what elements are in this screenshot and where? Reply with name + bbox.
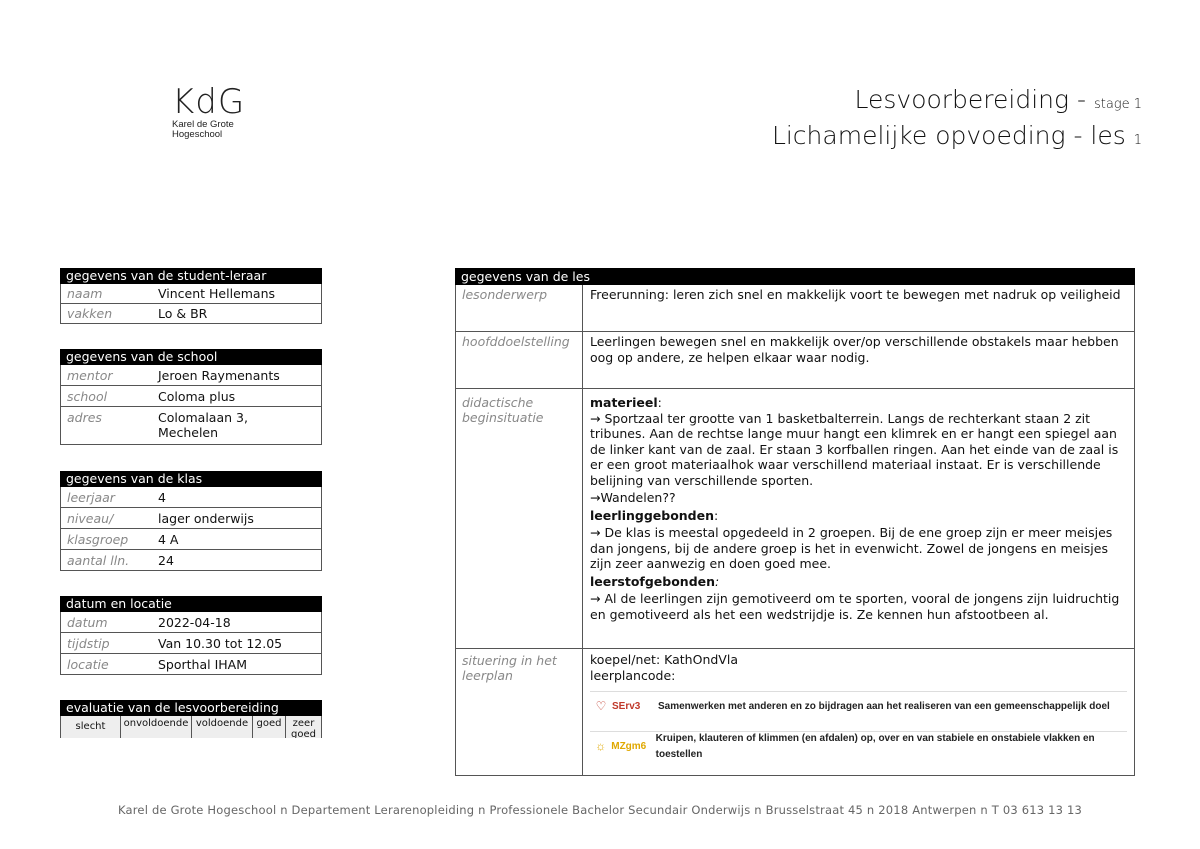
title-line-2 [772, 120, 1142, 156]
title-les-number: 1 [1133, 133, 1142, 148]
heart-icon: ♡ [595, 698, 607, 713]
leerling-colon: : [714, 507, 719, 523]
leerplancode-text: leerplancode: [590, 667, 676, 683]
row-label: leerjaar [67, 490, 115, 505]
school-header: gegevens van de school [60, 349, 322, 365]
materieel-colon: : [657, 395, 662, 410]
datum-table [60, 596, 322, 675]
eval-cell-zeer-goed[interactable]: zeer goed [286, 716, 322, 738]
row-value: Colomalaan 3, Mechelen [158, 410, 248, 440]
leerling-text: → De klas is meestal opgedeeld in 2 groepen. Bij de ene groep zijn er meer meisjes dan jongens, bij de andere groep is het in evenwicht. Zowel de jongens en meisjes zijn zeer aanwezig en doen goed mee. [590, 525, 1113, 571]
didactisch-row [455, 389, 1135, 649]
eval-cell-voldoende[interactable]: voldoende [192, 716, 253, 738]
evaluatie-cells [60, 716, 322, 738]
row-value: Van 10.30 tot 12.05 [158, 636, 283, 651]
goal-list [590, 691, 1127, 761]
klas-table [60, 471, 322, 571]
row-label: tijdstip [67, 636, 110, 651]
situering-label: situering in het leerplan [456, 649, 583, 775]
sun-figure-icon: ☼ [595, 738, 607, 753]
goal-item [590, 691, 1127, 721]
lesonderwerp-row [455, 285, 1135, 332]
row-label: locatie [67, 657, 109, 672]
table-row [60, 529, 322, 550]
title-main-1: Lesvoorbereiding - [854, 85, 1094, 114]
materieel-text: → Sportzaal ter grootte van 1 basketbalterrein. Langs de rechterkant staan 2 zit tribunes. Aan de rechtse lange muur hangt een klimrek en er hangt een spiegel aan de linker kant van de zaal. Er staan 3 korfballen ringen. Aan het einde van de zaal is er een groot materiaalhok waar verschillend materiaal instaat. Er is verschillende belijning van verschillende sporten. [590, 410, 1119, 488]
table-row [60, 487, 322, 508]
logo-mark: KdG [172, 82, 246, 122]
row-label: datum [67, 615, 108, 630]
klas-header: gegevens van de klas [60, 471, 322, 487]
student-header: gegevens van de student-leraar [60, 268, 322, 284]
goal-text: Samenwerken met anderen en zo bijdragen aan het realiseren van een gemeenschappelijk doel [658, 700, 1110, 712]
lesonderwerp-value: Freerunning: leren zich snel en makkelijk voort te bewegen met nadruk op veiligheid [590, 287, 1121, 302]
situering-value [583, 649, 1134, 775]
didactisch-value [583, 389, 1134, 648]
goal-item [590, 731, 1127, 761]
didactisch-label: didactische beginsituatie [456, 389, 583, 648]
situering-row [455, 649, 1135, 776]
les-header: gegevens van de les [455, 268, 1135, 285]
koepel-text: koepel/net: KathOndVla [590, 652, 738, 667]
document-title [772, 84, 1142, 156]
table-row [60, 407, 322, 445]
title-stage: stage 1 [1093, 97, 1142, 112]
school-table [60, 349, 322, 445]
row-value: Lo & BR [158, 306, 208, 321]
page-footer: Karel de Grote Hogeschool n Departement Lerarenopleiding n Professionele Bachelor Secundair Onderwijs n Brusselstraat 45 n 2018 Antwerpen n T 03 613 13 13 [117, 803, 1083, 817]
title-line-1 [772, 84, 1142, 120]
row-value: Jeroen Raymenants [158, 368, 280, 383]
table-row [60, 654, 322, 675]
leerling-title: leerlinggebonden [590, 507, 715, 523]
table-row [60, 612, 322, 633]
logo-line2: Hogeschool [172, 129, 223, 140]
row-label: school [67, 389, 108, 404]
lesonderwerp-label: lesonderwerp [456, 285, 583, 331]
table-row [60, 386, 322, 407]
goal-code: SErv3 [612, 700, 641, 712]
row-value: Sporthal IHAM [158, 657, 248, 672]
table-row [60, 508, 322, 529]
hoofddoel-value: Leerlingen bewegen snel en makkelijk over/op verschillende obstakels maar hebben oog op andere, ze helpen elkaar waar nodig. [590, 334, 1119, 365]
table-row [60, 633, 322, 654]
evaluatie-header: evaluatie van de lesvoorbereiding [60, 700, 322, 716]
row-label: niveau/ [67, 511, 114, 526]
row-label: klasgroep [67, 532, 129, 547]
logo-line1: Karel de Grote [172, 119, 234, 130]
goal-code: MZgm6 [611, 740, 647, 752]
table-row [60, 365, 322, 386]
goal-text: Kruipen, klauteren of klimmen (en afdalen) op, over en van stabiele en onstabiele vlakken en toestellen [655, 733, 1095, 760]
row-label: vakken [67, 306, 113, 321]
row-value: lager onderwijs [158, 511, 254, 526]
hoofddoel-label: hoofddoelstelling [456, 332, 583, 388]
leerstof-text: → Al de leerlingen zijn gemotiveerd om te sporten, vooral de jongens zijn luidruchtig en gemotiveerd als het een wedstrijdje is. Ze kennen hun afstootbeen al. [590, 591, 1120, 622]
table-row [60, 284, 322, 304]
table-row [60, 304, 322, 324]
row-label: adres [67, 410, 102, 425]
eval-cell-onvoldoende[interactable]: onvoldoende [121, 716, 192, 738]
title-main-2: Lichamelijke opvoeding - les [771, 121, 1134, 150]
evaluatie-table [60, 700, 322, 738]
materieel-title: materieel [590, 395, 658, 410]
row-label: mentor [67, 368, 113, 383]
row-label: naam [67, 286, 103, 301]
datum-header: datum en locatie [60, 596, 322, 612]
kdg-logo [172, 84, 262, 140]
student-table [60, 268, 322, 324]
row-value: 4 [158, 490, 166, 505]
row-value: Vincent Hellemans [158, 286, 276, 301]
wandelen-text: →Wandelen?? [590, 490, 676, 505]
leerstof-colon: : [715, 573, 720, 589]
eval-cell-slecht[interactable]: slecht [61, 716, 121, 738]
hoofddoel-row [455, 332, 1135, 389]
les-table [455, 268, 1135, 776]
row-value: 2022-04-18 [158, 615, 231, 630]
row-value: Coloma plus [158, 389, 236, 404]
row-value: 4 A [158, 532, 179, 547]
row-label: aantal lln. [67, 553, 130, 568]
leerstof-title: leerstofgebonden [590, 573, 716, 589]
eval-cell-goed[interactable]: goed [253, 716, 286, 738]
row-value: 24 [158, 553, 174, 568]
table-row [60, 550, 322, 571]
